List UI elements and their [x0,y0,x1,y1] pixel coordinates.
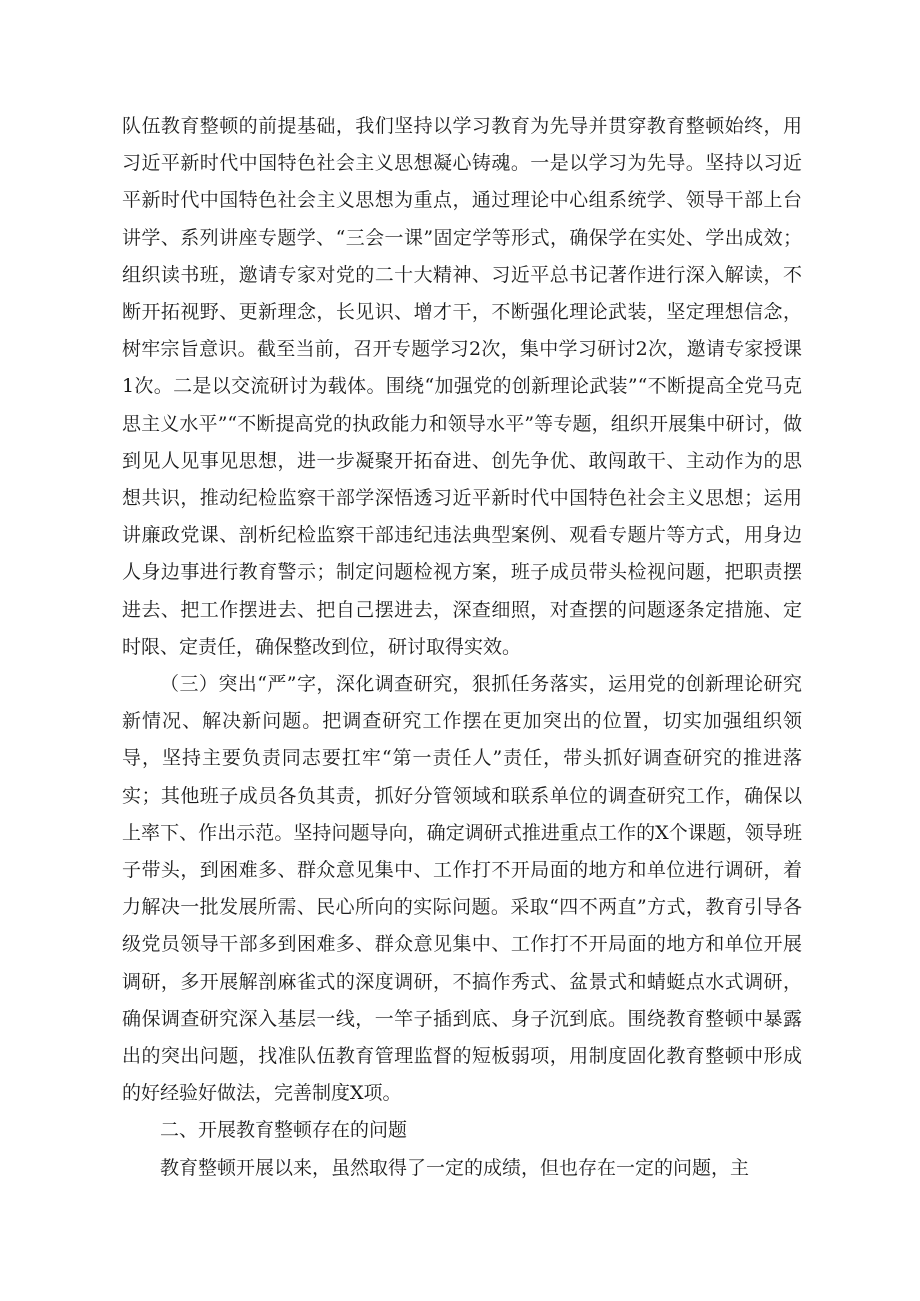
document-body [122,108,802,1187]
paragraph-investigation-research: （三）突出“严”字，深化调查研究，狠抓任务落实，运用党的创新理论研究新情况、解决新问题。把调查研究工作摆在更加突出的位置，切实加强组织领导，坚持主要负责同志要扛牢“第一责任人”责任，带头抓好调查研究的推进落实；其他班子成员各负其责，抓好分管领域和联系单位的调查研究工作，确保以上率下、作出示范。坚持问题导向，确定调研式推进重点工作的X个课题，领导班子带头，到困难多、群众意见集中、工作打不开局面的地方和单位进行调研，着力解决一批发展所需、民心所向的实际问题。采取“四不两直”方式，教育引导各级党员领导干部多到困难多、群众意见集中、工作打不开局面的地方和单位开展调研，多开展解剖麻雀式的深度调研，不搞作秀式、盆景式和蜻蜓点水式调研，确保调查研究深入基层一线，一竿子插到底、身子沉到底。围绕教育整顿中暴露出的突出问题，找准队伍教育管理监督的短板弱项，用制度固化教育整顿中形成的好经验好做法，完善制度X项。 [122,673,802,1105]
paragraph-study-education: 队伍教育整顿的前提基础，我们坚持以学习教育为先导并贯穿教育整顿始终，用习近平新时代中国特色社会主义思想凝心铸魂。一是以学习为先导。坚持以习近平新时代中国特色社会主义思想为重点，通过理论中心组系统学、领导干部上台讲学、系列讲座专题学、“三会一课”固定学等形式，确保学在实处、学出成效；组织读书班，邀请专家对党的二十大精神、习近平总书记著作进行深入解读，不断开拓视野、更新理念，长见识、增才干，不断强化理论武装，坚定理想信念，树牢宗旨意识。截至当前，召开专题学习2次，集中学习研讨2次，邀请专家授课1次。二是以交流研讨为载体。围绕“加强党的创新理论武装”“不断提高全党马克思主义水平”“不断提高党的执政能力和领导水平”等专题，组织开展集中研讨，做到见人见事见思想，进一步凝聚开拓奋进、创先争优、敢闯敢干、主动作为的思想共识，推动纪检监察干部学深悟透习近平新时代中国特色社会主义思想；运用讲廉政党课、剖析纪检监察干部违纪违法典型案例、观看专题片等方式，用身边人身边事进行教育警示；制定问题检视方案，班子成员带头检视问题，把职责摆进去、把工作摆进去、把自己摆进去，深查细照，对查摆的问题逐条定措施、定时限、定责任，确保整改到位，研讨取得实效。 [122,115,802,658]
paragraph-problems-intro: 教育整顿开展以来，虽然取得了一定的成绩，但也存在一定的问题，主 [160,1156,750,1179]
section-heading-problems: 二、开展教育整顿存在的问题 [160,1119,408,1142]
